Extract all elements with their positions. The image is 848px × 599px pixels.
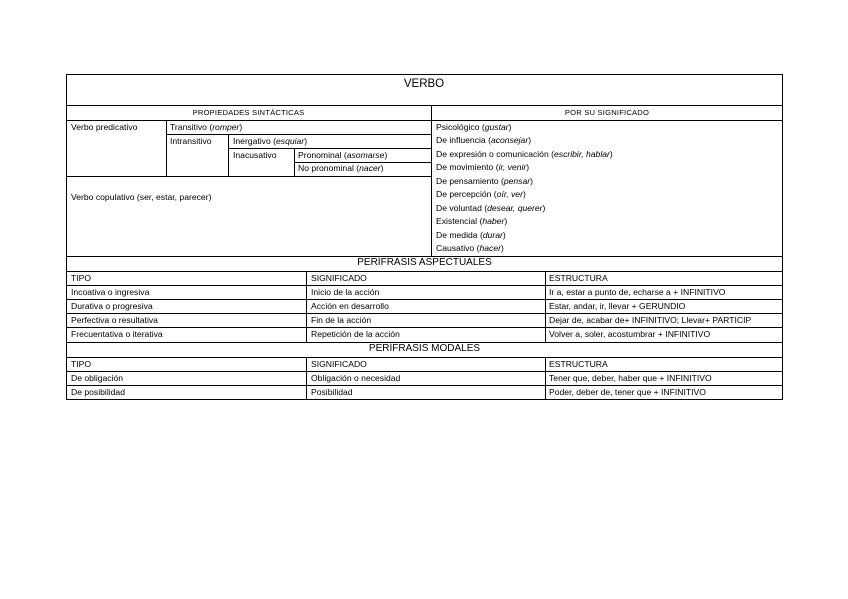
modales-cell-tipo: De posibilidad: [71, 387, 125, 397]
modales-cell-estructura: Poder, deber de, tener que + INFINITIVO: [549, 387, 706, 397]
aspectuales-cell-estructura: Dejar de, acabar de+ INFINITIVO; Llevar+ PARTICIP: [549, 315, 752, 325]
modales-cell-significado: Posibilidad: [311, 387, 353, 397]
inergativo-cell: Inergativo (esquiar): [233, 136, 308, 146]
significado-item-label: De percepción: [436, 189, 492, 199]
aspectuales-cell-tipo: Frecuentativa o iterativa: [71, 329, 163, 339]
transitivo-cell: Transitivo (romper): [170, 122, 243, 132]
significado-item-label: De pensamiento: [436, 176, 499, 186]
significado-item: Psicológico (gustar): [436, 122, 512, 132]
significado-item-example: escribir, hablar: [554, 149, 610, 159]
aspectuales-cell-significado: Fin de la acción: [311, 315, 372, 325]
divider: [545, 357, 546, 400]
modales-header-tipo: TIPO: [71, 359, 92, 369]
aspectuales-cell-tipo: Perfectiva o resultativa: [71, 315, 158, 325]
divider: [66, 105, 783, 106]
significado-item: Causativo (hacer): [436, 243, 504, 253]
significado-item-label: Causativo: [436, 243, 475, 253]
modales-cell-tipo: De obligación: [71, 373, 124, 383]
divider: [294, 148, 295, 176]
significado-item-example: pensar: [503, 176, 531, 186]
significado-item: De influencia (aconsejar): [436, 135, 532, 145]
divider: [431, 105, 432, 256]
divider: [306, 271, 307, 342]
significado-item-example: oír, ver: [496, 189, 523, 199]
aspectuales-cell-significado: Repetición de la acción: [311, 329, 400, 339]
significado-item-label: De voluntad: [436, 203, 482, 213]
inergativo-label: Inergativo: [233, 136, 271, 146]
significado-item-label: De medida: [436, 230, 478, 240]
significado-item-example: durar: [482, 230, 503, 240]
aspectuales-header-significado: SIGNIFICADO: [311, 273, 367, 283]
verbo-predicativo-label: Verbo predicativo: [71, 122, 138, 132]
significado-item-example: desear, querer: [487, 203, 543, 213]
pronominal-label: Pronominal: [298, 150, 342, 160]
significado-item-example: hacer: [479, 243, 501, 253]
significado-item-label: Psicológico: [436, 122, 480, 132]
significado-item-example: ir, venir: [498, 162, 527, 172]
significado-item-label: De influencia: [436, 135, 486, 145]
divider: [66, 176, 431, 177]
significado-item-example: haber: [482, 216, 505, 226]
modales-cell-estructura: Tener que, deber, haber que + INFINITIVO: [549, 373, 712, 383]
aspectuales-cell-estructura: Estar, andar, ir, llevar + GERUNDIO: [549, 301, 686, 311]
propiedades-header: PROPIEDADES SINTÁCTICAS: [192, 108, 305, 117]
aspectuales-header-tipo: TIPO: [71, 273, 92, 283]
divider: [66, 357, 783, 358]
modales-header-significado: SIGNIFICADO: [311, 359, 367, 369]
no-pronominal-cell: No pronominal (nacer): [298, 163, 384, 173]
divider: [306, 357, 307, 400]
aspectuales-header-estructura: ESTRUCTURA: [549, 273, 608, 283]
significado-item-label: Existencial: [436, 216, 478, 226]
aspectuales-cell-estructura: Ir a, estar a punto de, echarse a + INFINITIVO: [549, 287, 726, 297]
no-pronominal-example: nacer: [359, 163, 381, 173]
divider: [228, 134, 229, 176]
modales-cell-significado: Obligación o necesidad: [311, 373, 401, 383]
significado-header: POR SU SIGNIFICADO: [564, 108, 650, 117]
significado-item: De medida (durar): [436, 230, 506, 240]
transitivo-label: Transitivo: [170, 122, 207, 132]
no-pronominal-label: No pronominal: [298, 163, 354, 173]
verbo-copulativo-label: Verbo copulativo (ser, estar, parecer): [71, 192, 212, 202]
significado-item: De voluntad (desear, querer): [436, 203, 546, 213]
modales-header-estructura: ESTRUCTURA: [549, 359, 608, 369]
divider: [66, 271, 783, 272]
aspectuales-cell-tipo: Incoativa o ingresiva: [71, 287, 150, 297]
significado-item-label: De expresión o comunicación: [436, 149, 552, 159]
divider: [545, 271, 546, 342]
significado-item-example: aconsejar: [490, 135, 529, 145]
aspectuales-title: PERÍFRASIS ASPECTUALES: [357, 257, 492, 268]
significado-item-label: De movimiento: [436, 162, 494, 172]
significado-item: De pensamiento (pensar): [436, 176, 533, 186]
significado-item-example: gustar: [484, 122, 509, 132]
inacusativo-label: Inacusativo: [233, 150, 277, 160]
inergativo-example: esquiar: [276, 136, 305, 146]
significado-item: De expresión o comunicación (escribir, hablar): [436, 149, 613, 159]
pronominal-example: asomarse: [346, 150, 385, 160]
significado-item: Existencial (haber): [436, 216, 508, 226]
intransitivo-label: Intransitivo: [170, 136, 212, 146]
pronominal-cell: Pronominal (asomarse): [298, 150, 388, 160]
aspectuales-cell-tipo: Durativa o progresiva: [71, 301, 153, 311]
aspectuales-cell-significado: Acción en desarrollo: [311, 301, 389, 311]
modales-title: PERÍFRASIS MODALES: [368, 343, 481, 354]
aspectuales-cell-significado: Inicio de la acción: [311, 287, 380, 297]
divider: [166, 120, 167, 176]
page-title: VERBO: [403, 78, 445, 90]
transitivo-example: romper: [212, 122, 240, 132]
aspectuales-cell-estructura: Volver a, soler, acostumbrar + INFINITIVO: [549, 329, 711, 339]
significado-item: De percepción (oír, ver): [436, 189, 526, 199]
significado-item: De movimiento (ir, venir): [436, 162, 530, 172]
